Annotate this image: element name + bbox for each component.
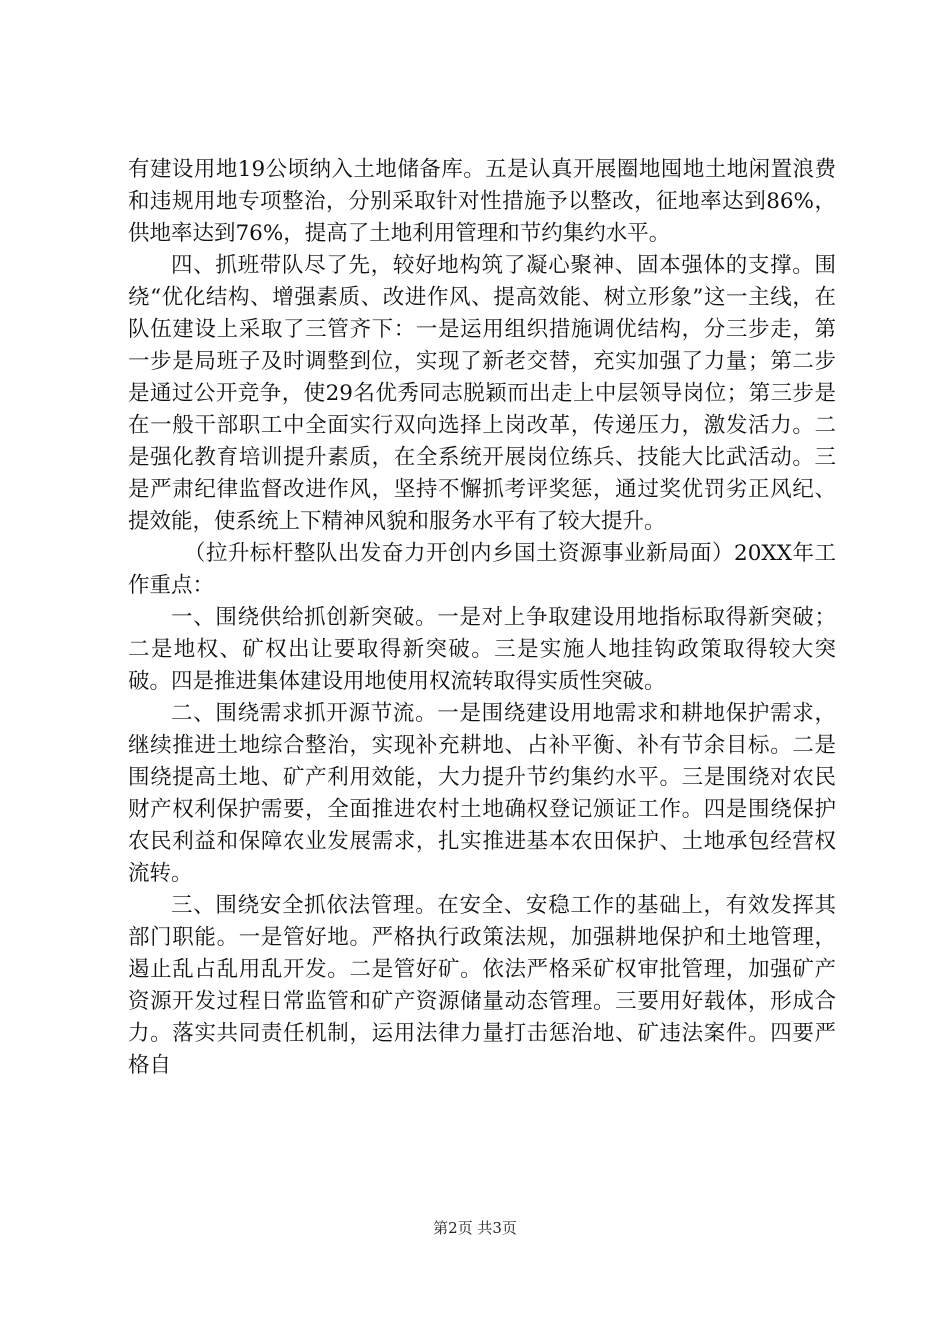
paragraph-safety-management: 三、围绕安全抓依法管理。在安全、安稳工作的基础上，有效发挥其部门职能。一是管好地。严格执行政策法规，加强耕地保护和土地管理，遏止乱占乱用乱开发。二是管好矿。依法严格采矿权审批管理，加强矿产资源开发过程日常监管和矿产资源储量动态管理。三要用好载体，形成合力。落实共同责任机制，运用法律力量打击惩治地、矿违法案件。四要严格自 (128, 893, 836, 1078)
paragraph-land-reserve: 有建设用地19公顷纳入土地储备库。五是认真开展圈地囤地土地闲置浪费和违规用地专项整治，分别采取针对性措施予以整改，征地率达到86%，供地率达到76%，提高了土地利用管理和节约集约水平。 (128, 157, 836, 246)
paragraph-work-focus-heading: （拉升标杆整队出发奋力开创内乡国土资源事业新局面）20XX年工作重点： (128, 541, 836, 598)
document-body (128, 154, 836, 1082)
paragraph-supply-innovation: 一、围绕供给抓创新突破。一是对上争取建设用地指标取得新突破；二是地权、矿权出让要取得新突破。三是实施人地挂钩政策取得较大突破。四是推进集体建设用地使用权流转取得实质性突破。 (128, 605, 836, 694)
page-footer: 第2页 共3页 (433, 1219, 517, 1237)
paragraph-team-building: 四、抓班带队尽了先，较好地构筑了凝心聚神、固本强体的支撑。围绕“优化结构、增强素质、改进作风、提高效能、树立形象”这一主线，在队伍建设上采取了三管齐下：一是运用组织措施调优结构，分三步走，第一步是局班子及时调整到位，实现了新老交替，充实加强了力量；第二步是通过公开竞争，使29名优秀同志脱颖而出走上中层领导岗位；第三步是在一般干部职工中全面实行双向选择上岗改革，传递压力，激发活力。二是强化教育培训提升素质，在全系统开展岗位练兵、技能大比武活动。三是严肃纪律监督改进作风，坚持不懈抓考评奖惩，通过奖优罚劣正风纪、提效能，使系统上下精神风貌和服务水平有了较大提升。 (128, 253, 836, 534)
paragraph-demand-conservation: 二、围绕需求抓开源节流。一是围绕建设用地需求和耕地保护需求，继续推进土地综合整治，实现补充耕地、占补平衡、补有节余目标。二是围绕提高土地、矿产利用效能，大力提升节约集约水平。三是围绕对农民财产权利保护需要，全面推进农村土地确权登记颁证工作。四是围绕保护农民利益和保障农业发展需求，扎实推进基本农田保护、土地承包经营权流转。 (128, 701, 836, 886)
